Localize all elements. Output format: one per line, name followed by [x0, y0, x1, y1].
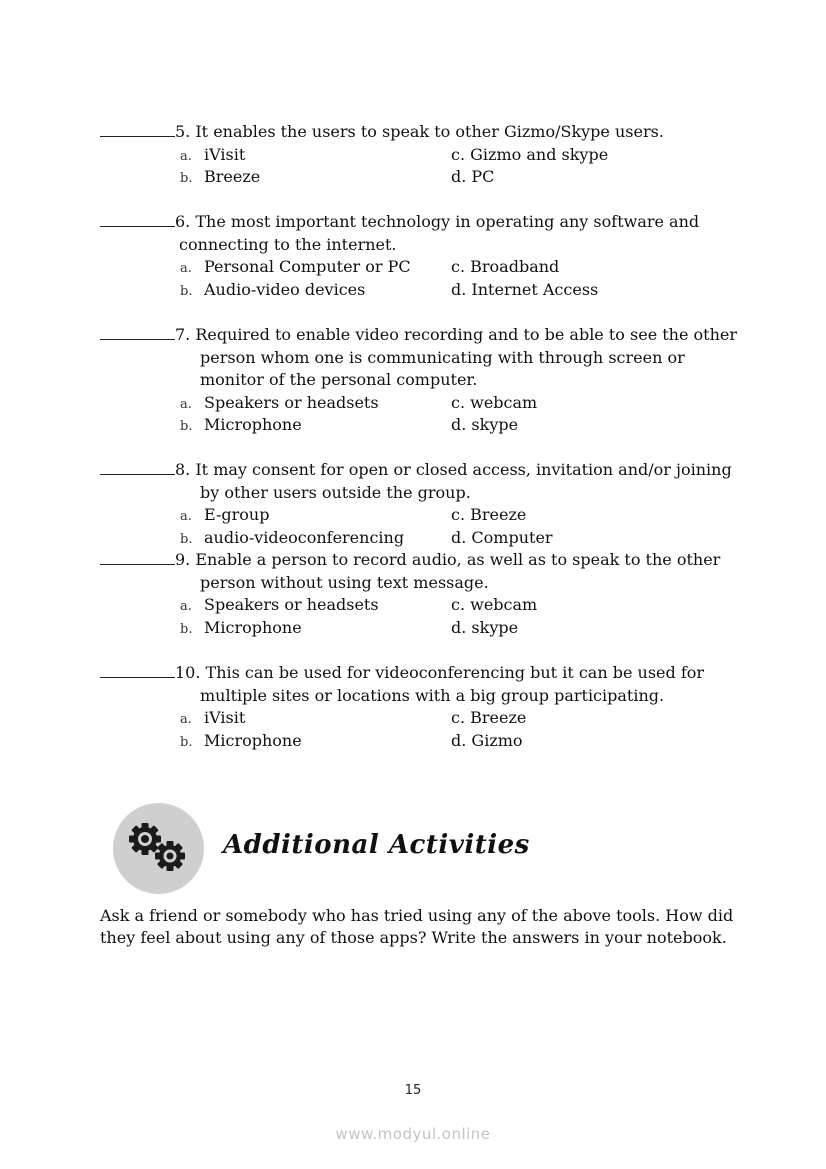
option-c[interactable]: c. Gizmo and skype [451, 144, 609, 164]
option-row [100, 594, 760, 617]
question-stem-continuation: multiple sites or locations with a big group participating. [200, 685, 665, 705]
question-stem-continuation: person without using text message. [200, 572, 489, 592]
option-d[interactable]: d. Internet Access [451, 279, 599, 299]
option-row [100, 279, 760, 302]
option-c[interactable]: c. Breeze [451, 708, 527, 728]
watermark: www.modyul.online [335, 1125, 491, 1143]
option-b[interactable]: b. audio-videoconferencing [180, 527, 405, 547]
option-row [100, 392, 760, 415]
question-stem-continuation: person whom one is communicating with through screen or [200, 347, 685, 367]
option-d[interactable]: d. PC [451, 167, 495, 187]
question-stem: 5. It enables the users to speak to other Gizmo/Skype users. [175, 122, 664, 141]
option-d[interactable]: d. Computer [451, 527, 553, 547]
option-a[interactable]: a. Speakers or headsets [180, 392, 379, 412]
option-d[interactable]: d. skype [451, 415, 519, 435]
question-5 [100, 121, 760, 189]
question-7 [100, 324, 760, 437]
option-row [100, 730, 760, 753]
option-b[interactable]: b. Microphone [180, 415, 302, 435]
answer-blank[interactable] [100, 549, 175, 565]
question-stem: 9. Enable a person to record audio, as well as to speak to the other [175, 550, 721, 569]
option-row [100, 617, 760, 640]
option-a[interactable]: a. iVisit [180, 708, 246, 728]
question-stem-continuation: by other users outside the group. [200, 482, 471, 502]
option-row [100, 414, 760, 437]
option-c[interactable]: c. Breeze [451, 505, 527, 525]
option-b[interactable]: b. Microphone [180, 617, 302, 637]
answer-blank[interactable] [100, 211, 175, 227]
option-row [100, 527, 760, 550]
option-c[interactable]: c. Broadband [451, 257, 560, 277]
question-stem: 10. This can be used for videoconferencing but it can be used for [175, 663, 705, 682]
option-row [100, 256, 760, 279]
option-a[interactable]: a. iVisit [180, 144, 246, 164]
option-row [100, 707, 760, 730]
question-10 [100, 662, 760, 752]
option-a[interactable]: a. E-group [180, 505, 270, 525]
activity-instructions: Ask a friend or somebody who has tried using any of the above tools. How did they feel about using any of those apps? Write the answers in your notebook. [100, 906, 734, 947]
question-stem: 7. Required to enable video recording and to be able to see the other [175, 325, 738, 344]
question-8 [100, 459, 760, 549]
answer-blank[interactable] [100, 459, 175, 475]
option-c[interactable]: c. webcam [451, 595, 538, 615]
option-b[interactable]: b. Breeze [180, 167, 261, 187]
option-a[interactable]: a. Personal Computer or PC [180, 257, 411, 277]
question-stem: 6. The most important technology in operating any software and [175, 212, 700, 231]
option-d[interactable]: d. skype [451, 617, 519, 637]
option-row [100, 166, 760, 189]
option-d[interactable]: d. Gizmo [451, 730, 523, 750]
option-b[interactable]: b. Microphone [180, 730, 302, 750]
page-number: 15 [404, 1083, 422, 1098]
section-title: Additional Activities [223, 830, 530, 860]
option-row [100, 504, 760, 527]
question-stem-continuation: monitor of the personal computer. [200, 370, 478, 390]
answer-blank[interactable] [100, 662, 175, 678]
question-6 [100, 211, 760, 301]
question-9 [100, 549, 760, 639]
answer-blank[interactable] [100, 121, 175, 137]
question-stem-continuation: connecting to the internet. [179, 234, 397, 254]
answer-blank[interactable] [100, 324, 175, 340]
option-row [100, 144, 760, 167]
gears-icon [113, 803, 204, 894]
option-b[interactable]: b. Audio-video devices [180, 279, 366, 299]
option-a[interactable]: a. Speakers or headsets [180, 595, 379, 615]
question-stem: 8. It may consent for open or closed access, invitation and/or joining [175, 460, 732, 479]
option-c[interactable]: c. webcam [451, 392, 538, 412]
